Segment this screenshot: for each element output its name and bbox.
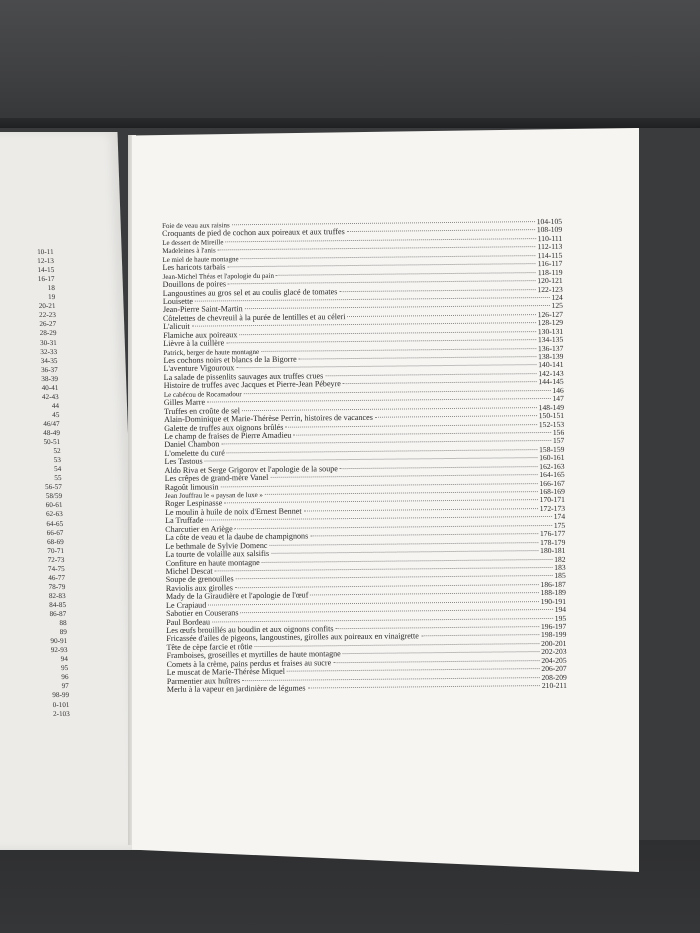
- left-page-number: 94: [60, 655, 69, 664]
- toc-leader-dots: [287, 668, 539, 672]
- left-page-number: 62-63: [45, 510, 63, 519]
- left-page-number: 64-65: [46, 519, 64, 528]
- toc-leader-dots: [347, 230, 535, 233]
- toc-entry-page: 160-161: [539, 453, 565, 463]
- toc-leader-dots: [343, 381, 537, 384]
- toc-entry-title: Framboises, groseilles et myrtilles de haute montagne: [166, 649, 341, 661]
- toc-leader-dots: [205, 457, 537, 461]
- toc-entry-title: Alain-Dominique et Marie-Thérèse Perrin, histoires de vacances: [164, 412, 373, 425]
- toc-entry-title: Les crêpes de grand-mère Vanel: [164, 473, 269, 484]
- toc-entry-page: 174: [553, 512, 566, 522]
- toc-entry-title: Le bethmale de Sylvie Domenc: [165, 540, 268, 551]
- toc-entry-title: Michel Descat: [165, 566, 213, 576]
- left-page-number: 95: [60, 664, 69, 673]
- toc-entry-page: 188-189: [540, 588, 566, 598]
- toc-entry-title: Les Tastous: [164, 456, 203, 467]
- toc-entry-page: 112-113: [537, 242, 563, 252]
- toc-entry-title: Raviolis aux girolles: [165, 583, 233, 593]
- toc-entry-title: L'omelette du curé: [164, 448, 225, 458]
- left-page-number-column: [0, 248, 74, 848]
- toc-entry-title: Merlu à la vapeur en jardinière de légumes: [166, 683, 306, 695]
- toc-leader-dots: [304, 508, 538, 511]
- toc-entry-page: 168-169: [539, 486, 565, 497]
- toc-leader-dots: [205, 516, 551, 521]
- toc-leader-dots: [221, 440, 551, 444]
- toc-entry-title: Les œufs brouillés au boudin et aux oignons confits: [166, 624, 334, 635]
- left-page-number: 12-13: [37, 257, 55, 266]
- left-page-number: 89: [59, 628, 68, 637]
- toc-entry-title: Tête de cèpe farcie et rôtie: [166, 641, 253, 652]
- toc-entry-title: L'aventure Vigouroux: [163, 363, 235, 374]
- toc-leader-dots: [336, 626, 539, 629]
- toc-entry-page: 194: [554, 604, 567, 615]
- table-of-contents: [162, 218, 567, 695]
- toc-entry-title: Jean-Michel Théas et l'apologie du pain: [162, 271, 274, 281]
- left-page: [0, 132, 143, 850]
- toc-entry-title: Le miel de haute montagne: [162, 254, 239, 264]
- toc-entry-title: Douillons de poires: [162, 279, 227, 290]
- toc-leader-dots: [212, 617, 553, 622]
- toc-leader-dots: [245, 305, 550, 309]
- toc-entry-page: 206-207: [541, 663, 567, 674]
- toc-entry-title: Histoire de truffes avec Jacques et Pierre-Jean Pébeyre: [163, 379, 341, 391]
- toc-leader-dots: [192, 322, 536, 327]
- left-page-number: 40-41: [41, 383, 59, 392]
- left-page-number: 22-23: [38, 311, 57, 320]
- toc-entry-title: Le dessert de Mireille: [162, 238, 224, 247]
- left-page-number: 82-83: [48, 591, 66, 600]
- toc-entry-page: 204-205: [541, 655, 567, 665]
- toc-leader-dots: [340, 466, 537, 469]
- toc-entry-page: 110-111: [537, 233, 563, 243]
- left-page-number: 36-37: [40, 365, 58, 374]
- toc-entry-title: Ragoût limousin: [164, 481, 219, 492]
- toc-leader-dots: [244, 390, 551, 394]
- left-page-number: 52: [53, 447, 61, 456]
- toc-entry-page: 182: [554, 554, 566, 564]
- left-page-number: 92-93: [50, 646, 68, 655]
- left-page-number: 14-15: [37, 266, 55, 275]
- left-page-number: 78-79: [48, 582, 66, 591]
- table-seam: [0, 118, 700, 128]
- toc-entry-page: 108-109: [536, 225, 563, 235]
- left-page-number: 56-57: [44, 483, 63, 492]
- toc-entry-page: 210-211: [541, 680, 567, 691]
- toc-leader-dots: [343, 651, 539, 654]
- toc-entry-title: La tourte de volaille aux salsifis: [165, 548, 270, 560]
- left-page-number: 96: [61, 673, 69, 682]
- toc-entry-title: Les cochons noirs et blancs de la Bigorre: [163, 354, 297, 365]
- toc-entry-page: 170-171: [539, 495, 565, 505]
- toc-leader-dots: [265, 491, 538, 495]
- toc-leader-dots: [421, 635, 539, 637]
- toc-leader-dots: [226, 339, 536, 343]
- left-page-number: 32-33: [40, 347, 58, 356]
- left-page-number: 38-39: [41, 374, 59, 383]
- left-page-number: 68-69: [46, 537, 64, 546]
- left-page-number: 2-103: [52, 709, 70, 718]
- toc-entry-page: 138-139: [538, 351, 564, 362]
- left-page-number: 55: [54, 474, 62, 483]
- toc-entry-page: 175: [553, 520, 566, 530]
- toc-entry-page: 146: [552, 385, 564, 395]
- toc-entry-page: 157: [552, 436, 565, 446]
- left-page-number: 60-61: [45, 501, 63, 510]
- toc-leader-dots: [241, 255, 536, 259]
- toc-leader-dots: [225, 238, 535, 242]
- toc-entry-title: Sabotier en Couserans: [166, 608, 239, 619]
- toc-leader-dots: [270, 474, 537, 478]
- toc-leader-dots: [242, 407, 537, 411]
- toc-entry-title: Truffes en croûte de sel: [163, 405, 241, 416]
- toc-leader-dots: [325, 373, 536, 376]
- toc-entry-page: 126-127: [537, 309, 564, 319]
- toc-entry-page: 136-137: [537, 343, 564, 353]
- toc-entry-page: 158-159: [539, 444, 565, 454]
- toc-leader-dots: [240, 609, 552, 613]
- toc-leader-dots: [271, 550, 538, 554]
- toc-entry-page: 116-117: [537, 258, 563, 269]
- toc-entry-title: La côte de veau et la daube de champignons: [165, 531, 309, 543]
- left-page-number: 46-77: [48, 573, 66, 582]
- toc-leader-dots: [299, 356, 536, 359]
- toc-entry-title: Madeleines à l'anis: [162, 246, 216, 256]
- toc-entry-title: Paul Bordeau: [166, 617, 211, 627]
- toc-entry-title: Charcutier en Ariège: [165, 524, 233, 534]
- left-page-number: 10-11: [36, 248, 54, 256]
- toc-entry-page: 186-187: [540, 579, 566, 589]
- toc-entry-title: Jean-Pierre Saint-Martin: [162, 304, 243, 315]
- toc-entry-title: Jean Jouffrau le « paysan de luxe »: [164, 490, 263, 500]
- toc-entry-page: 124: [551, 292, 563, 302]
- toc-leader-dots: [195, 297, 549, 302]
- toc-entry-title: Le moulin à huile de noix d'Ernest Bennet: [164, 506, 302, 517]
- left-page-number: 42-43: [41, 392, 59, 401]
- toc-entry-page: 142-143: [538, 368, 564, 378]
- toc-entry-title: Louisette: [162, 296, 194, 306]
- toc-entry-title: Flamiche aux poireaux: [163, 329, 238, 340]
- toc-leader-dots: [262, 558, 552, 562]
- toc-entry-title: Le champ de fraises de Pierre Amadieu: [164, 430, 292, 441]
- toc-leader-dots: [207, 398, 550, 403]
- left-page-number: 18: [47, 284, 56, 293]
- left-page-number: 66-67: [46, 528, 64, 537]
- toc-leader-dots: [347, 314, 535, 317]
- toc-entry-title: Lièvre à la cuillère: [163, 338, 225, 349]
- toc-leader-dots: [293, 432, 550, 436]
- toc-entry-page: 130-131: [537, 326, 564, 336]
- toc-leader-dots: [215, 567, 553, 572]
- toc-entry-title: Fricassée d'ailes de pigeons, langoustines, girolles aux poireaux en vinaigrette: [166, 631, 419, 644]
- toc-entry-page: 114-115: [537, 250, 563, 260]
- toc-leader-dots: [218, 246, 536, 250]
- toc-leader-dots: [221, 483, 538, 487]
- toc-entry-page: 166-167: [539, 478, 565, 488]
- toc-entry-page: 148-149: [538, 402, 565, 412]
- toc-entry-title: Mady de la Giraudière et l'apologie de l'œuf: [165, 590, 309, 602]
- left-page-number: 86-87: [49, 610, 67, 618]
- left-page-number: 90-91: [50, 637, 68, 646]
- toc-leader-dots: [285, 424, 536, 428]
- toc-entry-page: 200-201: [541, 638, 567, 648]
- toc-entry-title: Patrick, berger de haute montagne: [163, 347, 260, 357]
- toc-leader-dots: [269, 542, 538, 546]
- toc-leader-dots: [333, 660, 539, 663]
- toc-entry-page: 196-197: [540, 621, 567, 632]
- toc-entry-title: Soupe de grenouilles: [165, 574, 234, 585]
- toc-leader-dots: [261, 348, 536, 352]
- toc-leader-dots: [228, 280, 535, 284]
- toc-leader-dots: [276, 272, 536, 276]
- toc-entry-page: 164-165: [539, 469, 565, 480]
- toc-leader-dots: [375, 415, 537, 418]
- toc-entry-page: 208-209: [541, 672, 567, 682]
- toc-leader-dots: [227, 449, 537, 453]
- toc-entry-page: 185: [554, 571, 566, 581]
- left-page-number: 16-17: [37, 275, 55, 284]
- left-page-number: 28-29: [39, 329, 57, 338]
- toc-leader-dots: [339, 289, 535, 292]
- toc-entry-title: Daniel Chambon: [164, 439, 220, 450]
- toc-leader-dots: [310, 533, 538, 536]
- toc-entry-page: 122-123: [537, 284, 563, 294]
- toc-leader-dots: [235, 584, 539, 588]
- left-page-number: 98-99: [52, 691, 70, 700]
- toc-leader-dots: [242, 677, 539, 681]
- toc-entry-title: Roger Lespinasse: [164, 498, 223, 509]
- left-page-number: 72-73: [47, 555, 65, 564]
- toc-entry-page: 125: [551, 301, 563, 311]
- left-page-number: 19: [47, 293, 56, 302]
- left-page-number: 34-35: [40, 356, 58, 365]
- toc-entry-title: Galette de truffes aux oignons brûlés: [164, 422, 284, 433]
- toc-entry-title: Côtelettes de chevreuil à la purée de lentilles et au céleri: [162, 311, 346, 323]
- toc-leader-dots: [235, 525, 552, 529]
- left-page-number: 70-71: [47, 546, 65, 555]
- table-surface-top: [0, 0, 700, 125]
- left-page-number: 74-75: [47, 564, 65, 573]
- toc-leader-dots: [227, 263, 535, 267]
- toc-leader-dots: [208, 601, 538, 605]
- toc-entry-page: 150-151: [538, 410, 565, 421]
- toc-entry-page: 162-163: [539, 461, 565, 471]
- toc-entry-page: 195: [554, 613, 567, 623]
- toc-leader-dots: [232, 221, 535, 225]
- left-page-number: 20-21: [38, 302, 56, 311]
- toc-entry-title: Langoustines au gros sel et au coulis glacé de tomates: [162, 286, 338, 298]
- toc-entry-page: 134-135: [537, 334, 564, 345]
- left-page-number: 44: [51, 401, 60, 410]
- toc-entry-title: Le Crapiaud: [165, 600, 207, 610]
- toc-entry-page: 128-129: [537, 318, 564, 328]
- left-page-number: 26-27: [39, 320, 57, 329]
- toc-leader-dots: [236, 575, 553, 579]
- left-page-number: 50-51: [43, 438, 61, 447]
- toc-entry-title: Foie de veau aux raisins: [162, 221, 230, 230]
- toc-entry-title: La Truffade: [165, 515, 204, 526]
- left-page-number: 0-101: [52, 700, 70, 709]
- toc-entry-page: 172-173: [539, 503, 566, 513]
- toc-entry-page: 183: [554, 562, 566, 572]
- toc-entry-page: 156: [552, 427, 565, 437]
- toc-entry-title: Aldo Riva et Serge Grigorov et l'apologie de la soupe: [164, 463, 338, 475]
- toc-leader-dots: [239, 331, 536, 335]
- toc-entry-title: Le cabécou de Rocamadour: [163, 389, 242, 399]
- left-page-number: 45: [52, 410, 60, 419]
- toc-entry-page: 120-121: [537, 275, 563, 286]
- toc-entry-page: 190-191: [540, 596, 567, 606]
- toc-leader-dots: [236, 365, 536, 369]
- left-page-number: 84-85: [49, 600, 67, 609]
- left-page-number: 48-49: [43, 429, 61, 437]
- toc-entry-title: Confiture en haute montagne: [165, 557, 260, 568]
- toc-entry-page: 152-153: [538, 419, 565, 429]
- left-page-number: 30-31: [39, 338, 57, 347]
- left-page-number: 97: [61, 682, 69, 691]
- toc-entry-title: Le muscat de Marie-Thérèse Miquel: [166, 666, 285, 678]
- toc-leader-dots: [310, 592, 538, 595]
- toc-entry-page: 144-145: [538, 377, 564, 387]
- toc-leader-dots: [224, 500, 537, 504]
- toc-entry-page: 118-119: [537, 267, 563, 277]
- toc-entry-title: Les haricots tarbais: [162, 262, 226, 273]
- left-page-number: 58/59: [45, 492, 63, 501]
- toc-entry-title: Gilles Marre: [163, 397, 206, 408]
- toc-entry-title: Parmentier aux huîtres: [166, 675, 241, 686]
- toc-entry-page: 104-105: [536, 216, 563, 227]
- left-page-number: 88: [59, 619, 67, 628]
- toc-entry-title: La salade de pissenlits sauvages aux truffes crues: [163, 371, 324, 382]
- left-page-number: 53: [53, 456, 62, 465]
- toc-entry-page: 178-179: [540, 537, 566, 547]
- left-page-number: 46/47: [43, 419, 60, 428]
- toc-entry-page: 180-181: [540, 545, 566, 556]
- toc-entry-page: 176-177: [539, 528, 566, 539]
- toc-entry-page: 147: [552, 393, 564, 404]
- toc-entry-page: 202-203: [541, 647, 567, 657]
- toc-entry-title: Croquants de pied de cochon aux poireaux et aux truffes: [162, 227, 345, 239]
- toc-leader-dots: [255, 643, 540, 647]
- toc-entry-page: 198-199: [540, 630, 567, 640]
- toc-entry-title: L'alicuit: [163, 321, 190, 332]
- toc-entry-page: 140-141: [538, 360, 564, 370]
- toc-entry-title: Comets à la crème, pains perdus et fraises au sucre: [166, 658, 332, 669]
- toc-leader-dots: [308, 685, 540, 688]
- left-page-number: 54: [53, 465, 62, 474]
